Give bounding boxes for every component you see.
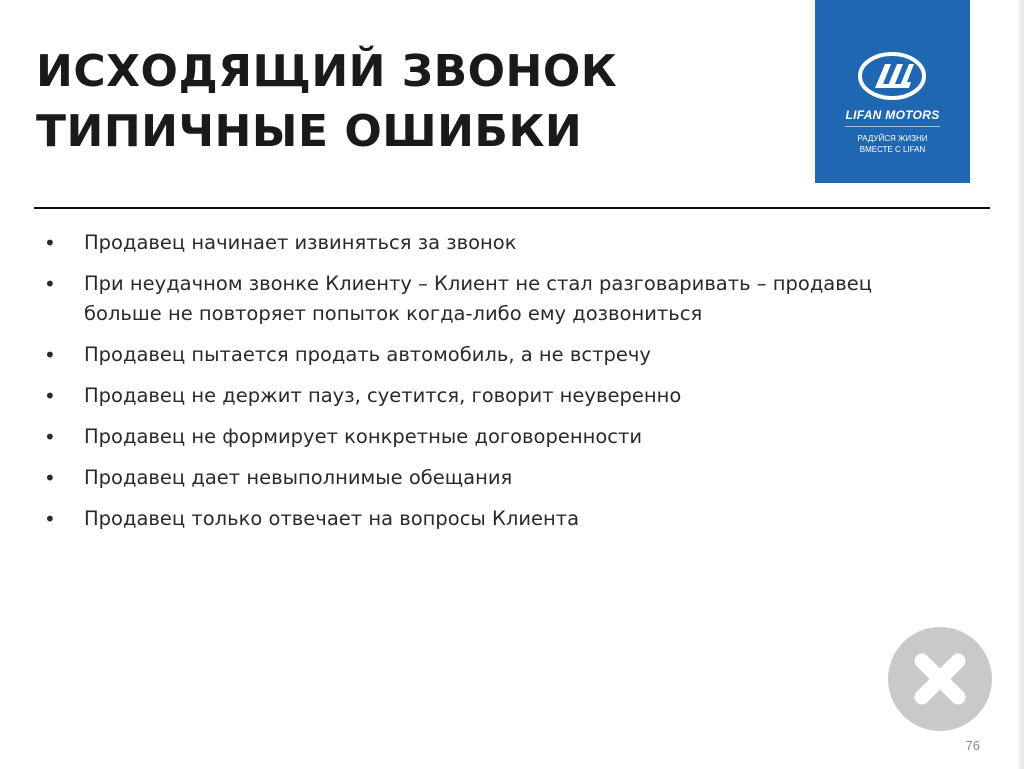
bullet-text: Продавец только отвечает на вопросы Клиента — [84, 507, 580, 530]
close-button[interactable] — [888, 627, 992, 731]
title-line-2: ТИПИЧНЫЕ ОШИБКИ — [36, 106, 583, 157]
logo-divider — [845, 126, 940, 127]
brand-name: LIFAN MOTORS — [845, 108, 940, 122]
list-item — [44, 381, 944, 411]
bullet-dot: • — [44, 231, 56, 255]
bullet-text: При неудачном звонке Клиенту – Клиент не стал разговаривать – продавец больше не повторяет попыток когда-либо ему дозвониться — [84, 272, 873, 325]
bullet-dot: • — [44, 272, 56, 296]
list-item — [44, 228, 944, 258]
bullet-text: Продавец начинает извиняться за звонок — [84, 231, 517, 254]
bullet-dot: • — [44, 425, 56, 449]
page-number: 76 — [965, 738, 980, 753]
title-divider — [34, 207, 990, 209]
title-line-1: ИСХОДЯЩИЙ ЗВОНОК — [36, 46, 618, 97]
close-icon — [888, 627, 992, 731]
slide-title — [36, 42, 796, 162]
bullet-dot: • — [44, 466, 56, 490]
slide-edge — [1018, 0, 1024, 769]
bullet-text: Продавец дает невыполнимые обещания — [84, 466, 513, 489]
bullet-list — [44, 228, 944, 545]
lifan-emblem-icon — [815, 0, 970, 108]
bullet-text: Продавец не держит пауз, суетится, говорит неуверенно — [84, 384, 682, 407]
slogan-line-1: РАДУЙСЯ ЖИЗНИ — [857, 134, 928, 143]
bullet-dot: • — [44, 507, 56, 531]
bullet-dot: • — [44, 343, 56, 367]
bullet-text: Продавец не формирует конкретные договоренности — [84, 425, 643, 448]
list-item — [44, 422, 944, 452]
list-item — [44, 340, 944, 370]
lifan-logo — [815, 0, 970, 183]
list-item — [44, 463, 944, 493]
bullet-dot: • — [44, 384, 56, 408]
list-item — [44, 504, 944, 534]
bullet-text: Продавец пытается продать автомобиль, а не встречу — [84, 343, 651, 366]
list-item — [44, 269, 944, 329]
slogan-line-2: ВМЕСТЕ С LIFAN — [859, 145, 926, 154]
